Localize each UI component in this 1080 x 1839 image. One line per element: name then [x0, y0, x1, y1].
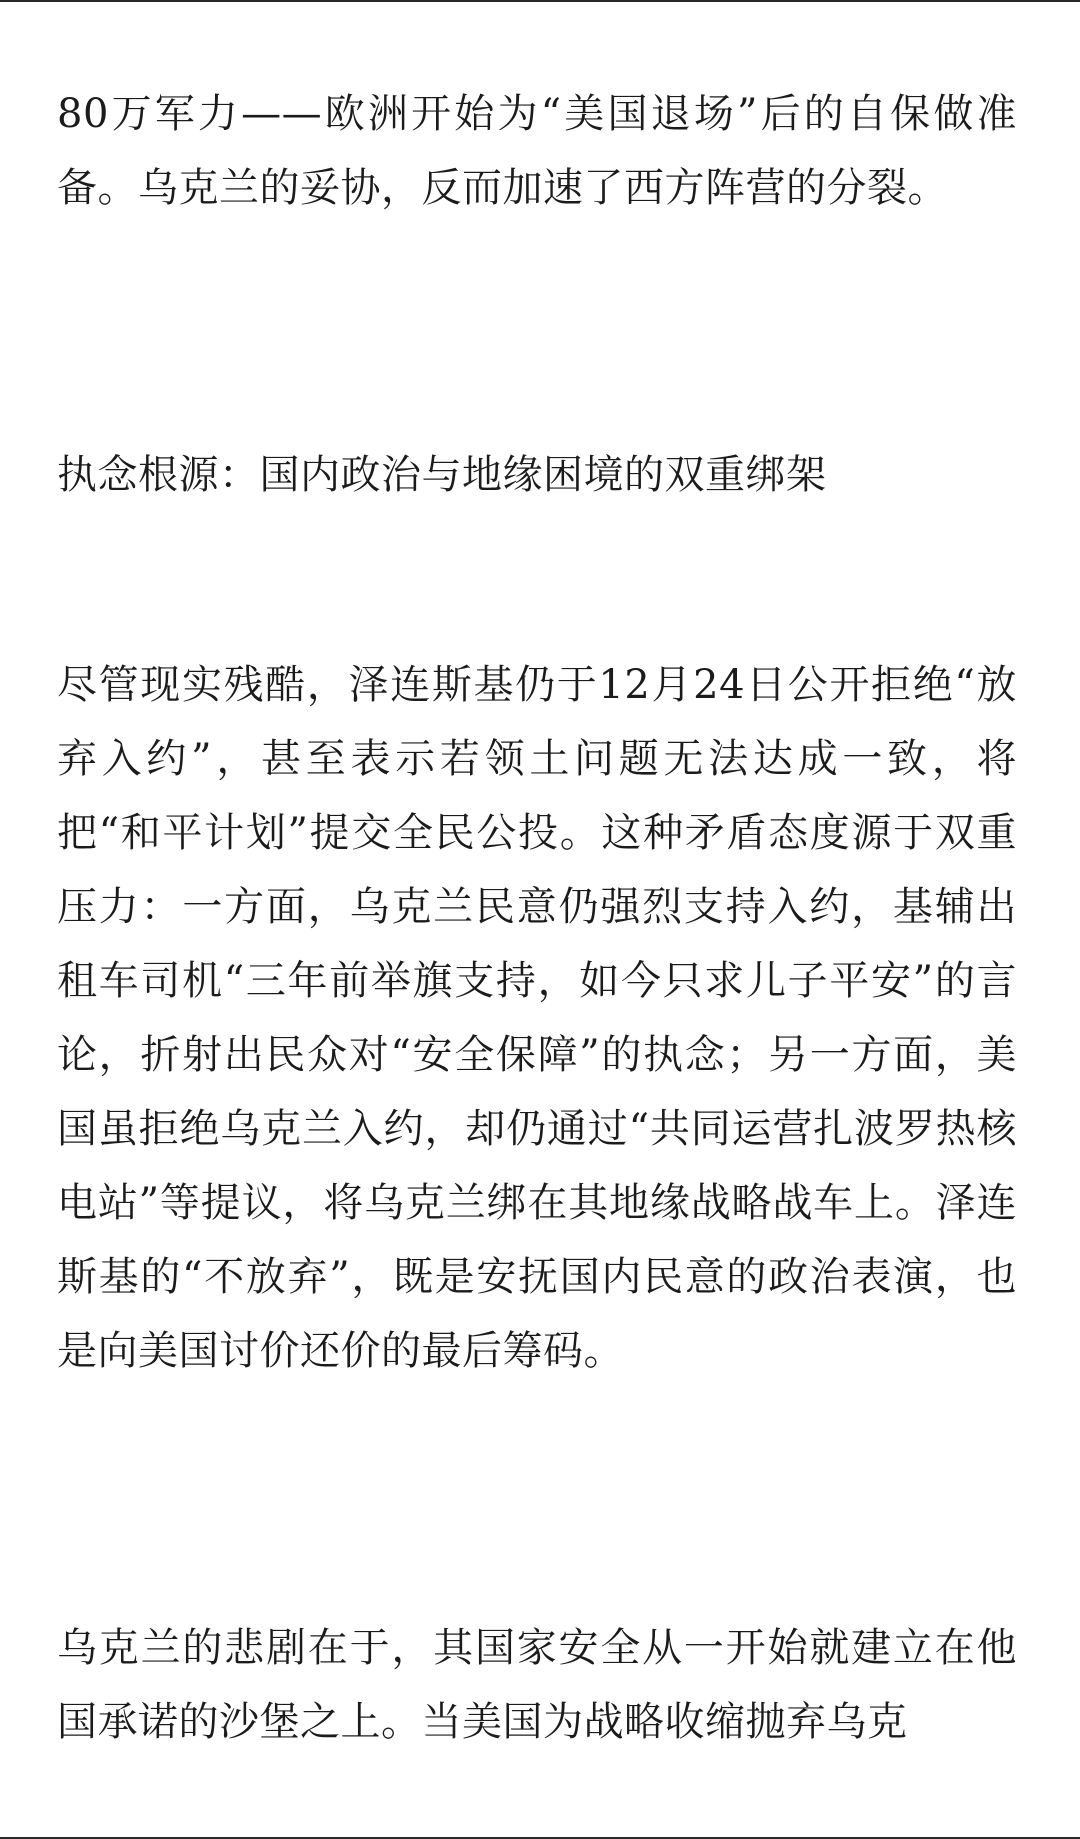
- paragraph-europe-self-defense: 80万军力——欧洲开始为“美国退场”后的自保做准备。乌克兰的妥协，反而加速了西方阵营的分裂。: [57, 91, 1017, 211]
- paragraph-zelensky-refusal: 尽管现实残酷，泽连斯基仍于12月24日公开拒绝“放弃入约”，甚至表示若领土问题无法达成一致，将把“和平计划”提交全民公投。这种矛盾态度源于双重压力：一方面，乌克兰民意仍强烈支持入约，基辅出租车司机“三年前举旗支持，如今只求儿子平安”的言论，折射出民众对“安全保障”的执念；另一方面，美国虽拒绝乌克兰入约，却仍通过“共同运营扎波罗热核电站”等提议，将乌克兰绑在其地缘战略战车上。泽连斯基的“不放弃”，既是安抚国内民意的政治表演，也是向美国讨价还价的最后筹码。: [57, 662, 1017, 1374]
- paragraph-ukraine-tragedy: 乌克兰的悲剧在于，其国家安全从一开始就建立在他国承诺的沙堡之上。当美国为战略收缩抛弃乌克: [57, 1625, 1017, 1745]
- section-heading: 执念根源：国内政治与地缘困境的双重绑架: [57, 452, 827, 498]
